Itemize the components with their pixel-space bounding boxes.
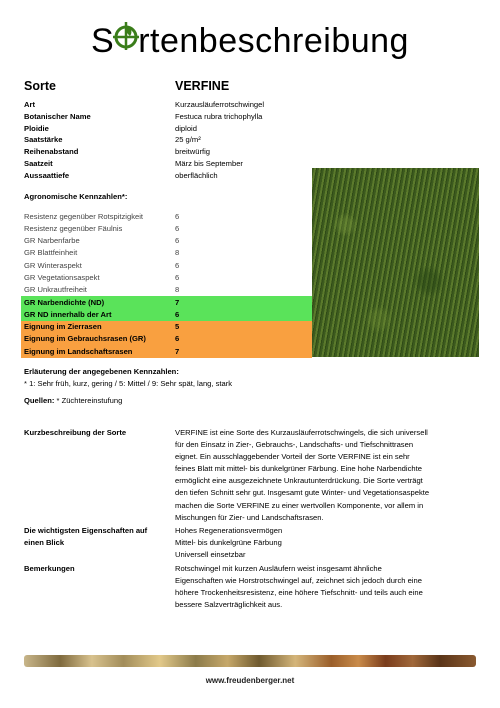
property-label: Reihenabstand: [24, 147, 79, 157]
rating-row: [21, 271, 312, 283]
rating-row-highlight-green: [21, 296, 312, 308]
description-line: für den Einsatz in Zier-, Gebrauchs-, Landschafts- und Tiefschnittrasen: [175, 440, 414, 450]
rating-value: 6: [175, 260, 180, 270]
rating-row: [21, 235, 312, 247]
rating-value: 5: [175, 322, 180, 332]
rating-value: 8: [175, 285, 180, 295]
glance-item: Universell einsetzbar: [175, 550, 246, 560]
rating-value: 7: [175, 297, 180, 307]
rating-label: Eignung im Landschaftsrasen: [24, 346, 133, 356]
remarks-line: Eigenschaften wie Horstrotschwingel auf, zeichnet sich jedoch durch eine: [175, 576, 422, 586]
agronomic-table: [21, 210, 312, 358]
rating-value: 6: [175, 334, 180, 344]
remarks-line: höhere Trockenheitsresistenz, eine höhere Tiefschnitt- und teils auch eine: [175, 588, 423, 598]
remarks-text: [175, 563, 473, 611]
rating-value: 6: [175, 236, 180, 246]
sources-label: Quellen:: [24, 396, 55, 405]
title-prefix: S: [91, 22, 115, 60]
rating-row-highlight-orange: [21, 321, 312, 333]
rating-row: [21, 247, 312, 259]
title-rest: rtenbeschreibung: [138, 22, 409, 60]
description-line: Mischungen für Zier- und Landschaftsrasen.: [175, 512, 324, 522]
rating-row: [21, 210, 312, 222]
property-label: Botanischer Name: [24, 111, 91, 121]
rating-value: 8: [175, 248, 180, 258]
property-value: breitwürfig: [175, 147, 211, 157]
rating-label: Resistenz gegenüber Rotspitzigkeit: [24, 211, 144, 221]
agronomic-heading: Agronomische Kennzahlen*:: [24, 192, 128, 201]
property-value: März bis September: [175, 158, 243, 168]
property-value: Kurzausläuferrotschwingel: [175, 100, 265, 109]
explanation-text: * 1: Sehr früh, kurz, gering / 5: Mittel / 9: Sehr spät, lang, stark: [24, 379, 233, 388]
rating-row-highlight-orange: [21, 345, 312, 357]
property-label: Saatstärke: [24, 135, 63, 145]
rating-value: 6: [175, 223, 180, 233]
property-value: oberflächlich: [175, 170, 218, 180]
description-line: eignet. Ein ausschlaggebender Vorteil der Sorte VERFINE ist ein sehr: [175, 452, 410, 462]
rating-label: Eignung im Gebrauchsrasen (GR): [24, 334, 146, 344]
property-value: 25 g/m²: [175, 135, 201, 145]
rating-value: 7: [175, 346, 180, 356]
property-value: Festuca rubra trichophylla: [175, 111, 263, 121]
rating-label: GR Vegetationsaspekt: [24, 272, 100, 282]
rating-row-highlight-green: [21, 308, 312, 320]
remarks-line: bessere Salzverträglichkeit aus.: [175, 600, 283, 610]
variety-name: VERFINE: [175, 79, 230, 93]
rating-value: 6: [175, 272, 180, 282]
rating-label: GR Narbenfarbe: [24, 236, 80, 246]
property-value: diploid: [175, 123, 197, 133]
description-line: den tiefen Schnitt sehr gut. Insgesamt gute Winter- und Vegetationsaspekte: [175, 488, 430, 498]
rating-label: GR Winteraspekt: [24, 260, 82, 270]
crosshair-leaf-icon: [113, 21, 139, 60]
property-label: Aussaattiefe: [24, 170, 70, 180]
rating-value: 6: [175, 211, 180, 221]
properties-glance-label: Die wichtigsten Eigenschaften auf einen Blick: [24, 526, 148, 547]
property-label: Ploidie: [24, 123, 49, 133]
description-label: Kurzbeschreibung der Sorte: [24, 428, 127, 437]
remarks-label: Bemerkungen: [24, 564, 75, 573]
description-line: ermöglicht eine ausgezeichnete Unkrautunterdrückung. Die Sorte verträgt: [175, 476, 423, 486]
description-line: feines Blatt mit mittel- bis dunkelgrüner Färbung. Eine hohe Narbendichte: [175, 464, 422, 474]
seed-strip-image: [24, 655, 476, 667]
remarks-line: Rotschwingel mit kurzen Ausläufern weist insgesamt ähnliche: [175, 564, 382, 573]
explanation-heading: Erläuterung der angegebenen Kennzahlen:: [24, 367, 179, 376]
footer-url[interactable]: www.freudenberger.net: [205, 676, 295, 685]
rating-label: Eignung im Zierrasen: [24, 322, 102, 332]
glance-item: Hohes Regenerationsvermögen: [175, 526, 283, 535]
glance-item: Mittel- bis dunkelgrüne Färbung: [175, 538, 282, 548]
description-text: [175, 427, 473, 524]
page-title: [0, 22, 500, 61]
description-line: VERFINE ist eine Sorte des Kurzausläuferrotschwingels, die sich universell: [175, 428, 428, 437]
rating-row-highlight-orange: [21, 333, 312, 345]
description-line: machen die Sorte VERFINE zu einer wertvollen Komponente, vor allem in: [175, 500, 424, 510]
rating-row: [21, 284, 312, 296]
rating-label: GR Narbendichte (ND): [24, 297, 105, 307]
rating-value: 6: [175, 309, 180, 319]
property-label: Saatzeit: [24, 158, 53, 168]
rating-label: GR ND innerhalb der Art: [24, 309, 112, 319]
variety-label: Sorte: [24, 79, 56, 93]
rating-label: GR Unkrautfreiheit: [24, 285, 87, 295]
rating-label: Resistenz gegenüber Fäulnis: [24, 223, 123, 233]
rating-label: GR Blattfeinheit: [24, 248, 78, 258]
rating-row: [21, 259, 312, 271]
sources-text: * Züchtereinstufung: [54, 396, 123, 405]
properties-glance-list: [175, 525, 473, 561]
property-label: Art: [24, 100, 35, 109]
rating-row: [21, 222, 312, 234]
grass-photo: [312, 168, 479, 357]
sources: [24, 396, 122, 405]
